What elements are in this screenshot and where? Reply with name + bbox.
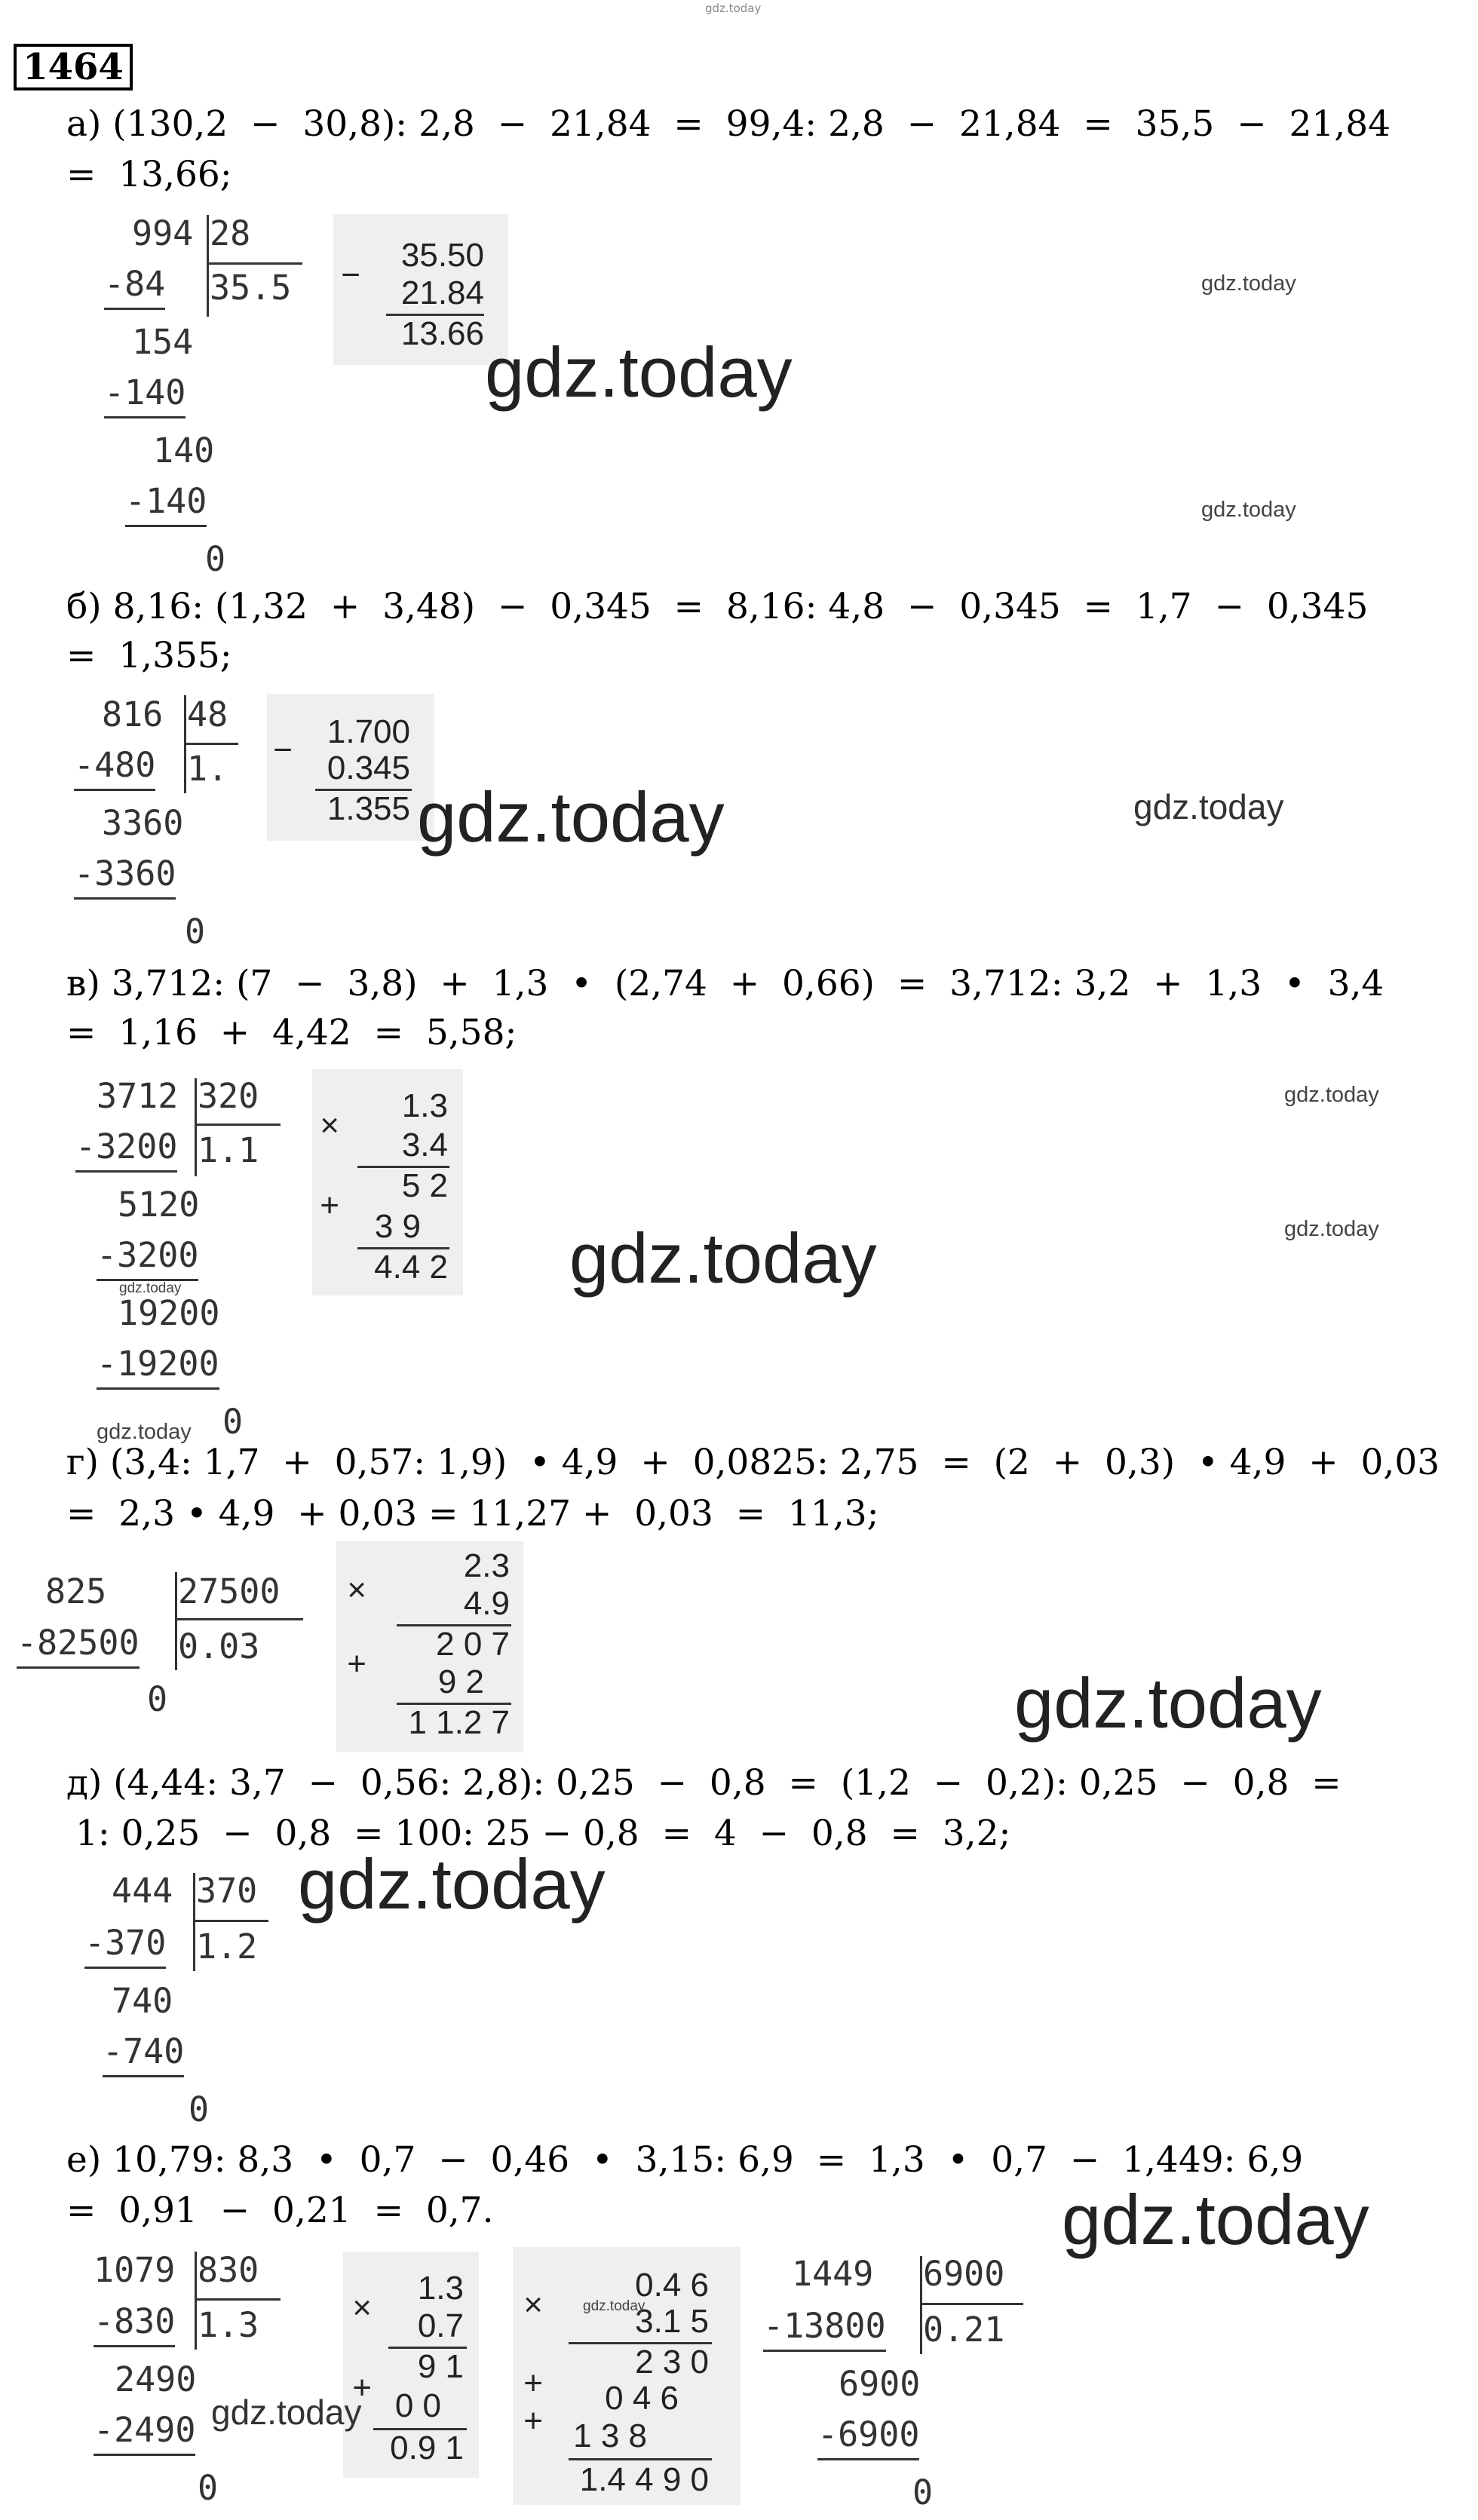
plus-sign: + bbox=[523, 2365, 543, 2402]
partial-product: 5 2 bbox=[401, 1167, 448, 1204]
step: 0 bbox=[205, 539, 226, 579]
part-v-line1: в) 3,712: (7 − 3,8) + 1,3 • (2,74 + 0,66) = 3,712: 3,2 + 1,3 • 3,4 bbox=[66, 963, 1384, 1004]
quotient: 0.21 bbox=[923, 2310, 1005, 2350]
partial-product: 2 3 0 bbox=[635, 2344, 709, 2381]
difference: 1.355 bbox=[327, 790, 410, 827]
problem-number: 1464 bbox=[14, 44, 133, 90]
part-a-line2: = 13,66; bbox=[66, 154, 232, 195]
watermark: gdz.today bbox=[485, 333, 793, 412]
plus-sign: + bbox=[320, 1187, 339, 1224]
dividend: 816 bbox=[102, 694, 164, 734]
quotient: 1.2 bbox=[196, 1927, 258, 1967]
watermark: gdz.today bbox=[583, 2298, 645, 2314]
dividend: 994 bbox=[132, 213, 194, 253]
partial-product: 9 2 bbox=[437, 1663, 484, 1700]
difference: 13.66 bbox=[400, 315, 484, 352]
factor: 1.3 bbox=[417, 2270, 464, 2307]
watermark: gdz.today bbox=[298, 1844, 606, 1924]
watermark: gdz.today bbox=[119, 1280, 182, 1296]
step: -19200 bbox=[97, 1341, 219, 1390]
divisor: 28 bbox=[210, 213, 251, 253]
partial-product: 9 1 bbox=[417, 2348, 464, 2385]
step: 5120 bbox=[118, 1185, 200, 1225]
part-g-multiplication-panel bbox=[336, 1541, 523, 1752]
part-a-line1: а) (130,2 − 30,8): 2,8 − 21,84 = 99,4: 2,8 − 21,84 = 35,5 − 21,84 bbox=[66, 103, 1391, 145]
watermark: gdz.today bbox=[1062, 2180, 1369, 2259]
watermark: gdz.today bbox=[1201, 498, 1296, 522]
times-sign: × bbox=[352, 2289, 372, 2326]
step: 3360 bbox=[102, 803, 184, 843]
step: -6900 bbox=[817, 2411, 919, 2460]
subtrahend: 0.345 bbox=[327, 750, 410, 786]
factor: 1.3 bbox=[401, 1087, 448, 1124]
divisor: 830 bbox=[198, 2250, 259, 2290]
part-g-line2: = 2,3 • 4,9 + 0,03 = 11,27 + 0,03 = 11,3; bbox=[66, 1493, 879, 1534]
step: -140 bbox=[125, 478, 207, 527]
partial-product: 2 0 7 bbox=[436, 1626, 510, 1663]
step: 2490 bbox=[115, 2359, 197, 2399]
watermark: gdz.today bbox=[1201, 271, 1296, 296]
dividend: 1079 bbox=[94, 2250, 176, 2290]
watermark: gdz.today bbox=[569, 1219, 877, 1298]
product: 4.4 2 bbox=[374, 1249, 448, 1286]
part-d-line1: д) (4,44: 3,7 − 0,56: 2,8): 0,25 − 0,8 = (1,2 − 0,2): 0,25 − 0,8 = bbox=[66, 1762, 1342, 1804]
divisor: 27500 bbox=[178, 1571, 281, 1611]
quotient: 1. bbox=[187, 749, 228, 789]
part-e-line2: = 0,91 − 0,21 = 0,7. bbox=[66, 2190, 494, 2231]
times-sign: × bbox=[320, 1107, 339, 1144]
part-b-line2: = 1,355; bbox=[66, 635, 232, 676]
step: 0 bbox=[147, 1679, 168, 1719]
minuend: 35.50 bbox=[400, 237, 484, 274]
divisor: 320 bbox=[198, 1076, 259, 1116]
step: -3200 bbox=[75, 1124, 177, 1173]
step: -140 bbox=[104, 369, 186, 418]
step: -830 bbox=[94, 2298, 175, 2347]
factor: 2.3 bbox=[463, 1547, 510, 1584]
step: 0 bbox=[198, 2468, 219, 2508]
step: 154 bbox=[132, 322, 194, 362]
watermark: gdz.today bbox=[1284, 1083, 1379, 1107]
quotient: 1.1 bbox=[198, 1130, 259, 1170]
step: 0 bbox=[912, 2472, 934, 2512]
watermark: gdz.today bbox=[211, 2393, 362, 2432]
step: -82500 bbox=[17, 1620, 140, 1669]
product: 1.4 4 9 0 bbox=[579, 2461, 709, 2498]
watermark: gdz.today bbox=[1014, 1663, 1322, 1743]
times-sign: × bbox=[347, 1571, 366, 1608]
minuend: 1.700 bbox=[327, 713, 410, 750]
step: 740 bbox=[112, 1981, 173, 2021]
partial-product: 3 9 bbox=[374, 1208, 421, 1245]
partial-product: 0 0 bbox=[394, 2387, 441, 2424]
part-a-subtraction-panel bbox=[333, 214, 508, 365]
step: 0 bbox=[189, 2089, 210, 2129]
part-e-line1: е) 10,79: 8,3 • 0,7 − 0,46 • 3,15: 6,9 = 1,3 • 0,7 − 1,449: 6,9 bbox=[66, 2139, 1304, 2181]
part-b-subtraction-panel bbox=[267, 694, 434, 841]
quotient: 1.3 bbox=[198, 2305, 259, 2345]
watermark: gdz.today bbox=[97, 1420, 192, 1444]
step: -370 bbox=[84, 1920, 166, 1969]
factor: 4.9 bbox=[463, 1585, 510, 1622]
step: -3360 bbox=[74, 851, 176, 900]
step: 6900 bbox=[839, 2364, 921, 2404]
partial-product: 1 3 8 bbox=[573, 2417, 647, 2454]
step: -2490 bbox=[94, 2407, 195, 2456]
step: -84 bbox=[104, 261, 165, 310]
step: -3200 bbox=[97, 1232, 198, 1281]
watermark: gdz.today bbox=[417, 777, 725, 857]
product: 0.9 1 bbox=[390, 2430, 464, 2466]
factor: 3.4 bbox=[401, 1127, 448, 1163]
factor: 0.7 bbox=[417, 2307, 464, 2344]
plus-sign: + bbox=[352, 2369, 372, 2406]
partial-product: 0 4 6 bbox=[605, 2380, 679, 2417]
quotient: 0.03 bbox=[178, 1626, 260, 1666]
part-v-line2: = 1,16 + 4,42 = 5,58; bbox=[66, 1012, 517, 1053]
minus-sign: − bbox=[273, 731, 293, 768]
part-b-line1: б) 8,16: (1,32 + 3,48) − 0,345 = 8,16: 4,8 − 0,345 = 1,7 − 0,345 bbox=[66, 586, 1369, 627]
factor: 3.1 5 bbox=[635, 2303, 709, 2340]
step: -13800 bbox=[763, 2303, 886, 2352]
part-g-line1: г) (3,4: 1,7 + 0,57: 1,9) • 4,9 + 0,0825: 2,75 = (2 + 0,3) • 4,9 + 0,03 bbox=[66, 1442, 1440, 1483]
step: 19200 bbox=[118, 1293, 220, 1333]
watermark: gdz.today bbox=[1284, 1217, 1379, 1241]
dividend: 3712 bbox=[97, 1076, 179, 1116]
divisor: 370 bbox=[196, 1871, 258, 1911]
dividend: 444 bbox=[112, 1871, 173, 1911]
site-watermark-top: gdz.today bbox=[705, 2, 762, 15]
product: 1 1.2 7 bbox=[408, 1704, 510, 1741]
step: 0 bbox=[222, 1402, 244, 1442]
step: -740 bbox=[103, 2028, 184, 2077]
step: 140 bbox=[153, 431, 215, 471]
times-sign: × bbox=[523, 2286, 543, 2323]
dividend: 1449 bbox=[792, 2254, 874, 2294]
plus-sign: + bbox=[347, 1645, 366, 1682]
divisor: 48 bbox=[187, 694, 228, 734]
factor: 0.4 6 bbox=[635, 2267, 709, 2304]
dividend: 825 bbox=[45, 1571, 107, 1611]
part-e-multiplication-panel-2 bbox=[513, 2247, 741, 2505]
quotient: 35.5 bbox=[210, 268, 292, 308]
divisor: 6900 bbox=[923, 2254, 1005, 2294]
part-d-line2: 1: 0,25 − 0,8 = 100: 25 − 0,8 = 4 − 0,8 = 3,2; bbox=[75, 1813, 1011, 1854]
part-v-multiplication-panel bbox=[312, 1069, 463, 1295]
watermark: gdz.today bbox=[1133, 787, 1284, 826]
part-e-multiplication-panel-1 bbox=[343, 2252, 479, 2478]
subtrahend: 21.84 bbox=[400, 274, 484, 311]
minus-sign: − bbox=[341, 256, 360, 293]
step: -480 bbox=[74, 742, 155, 791]
step: 0 bbox=[185, 912, 206, 952]
plus-sign: + bbox=[523, 2402, 543, 2439]
